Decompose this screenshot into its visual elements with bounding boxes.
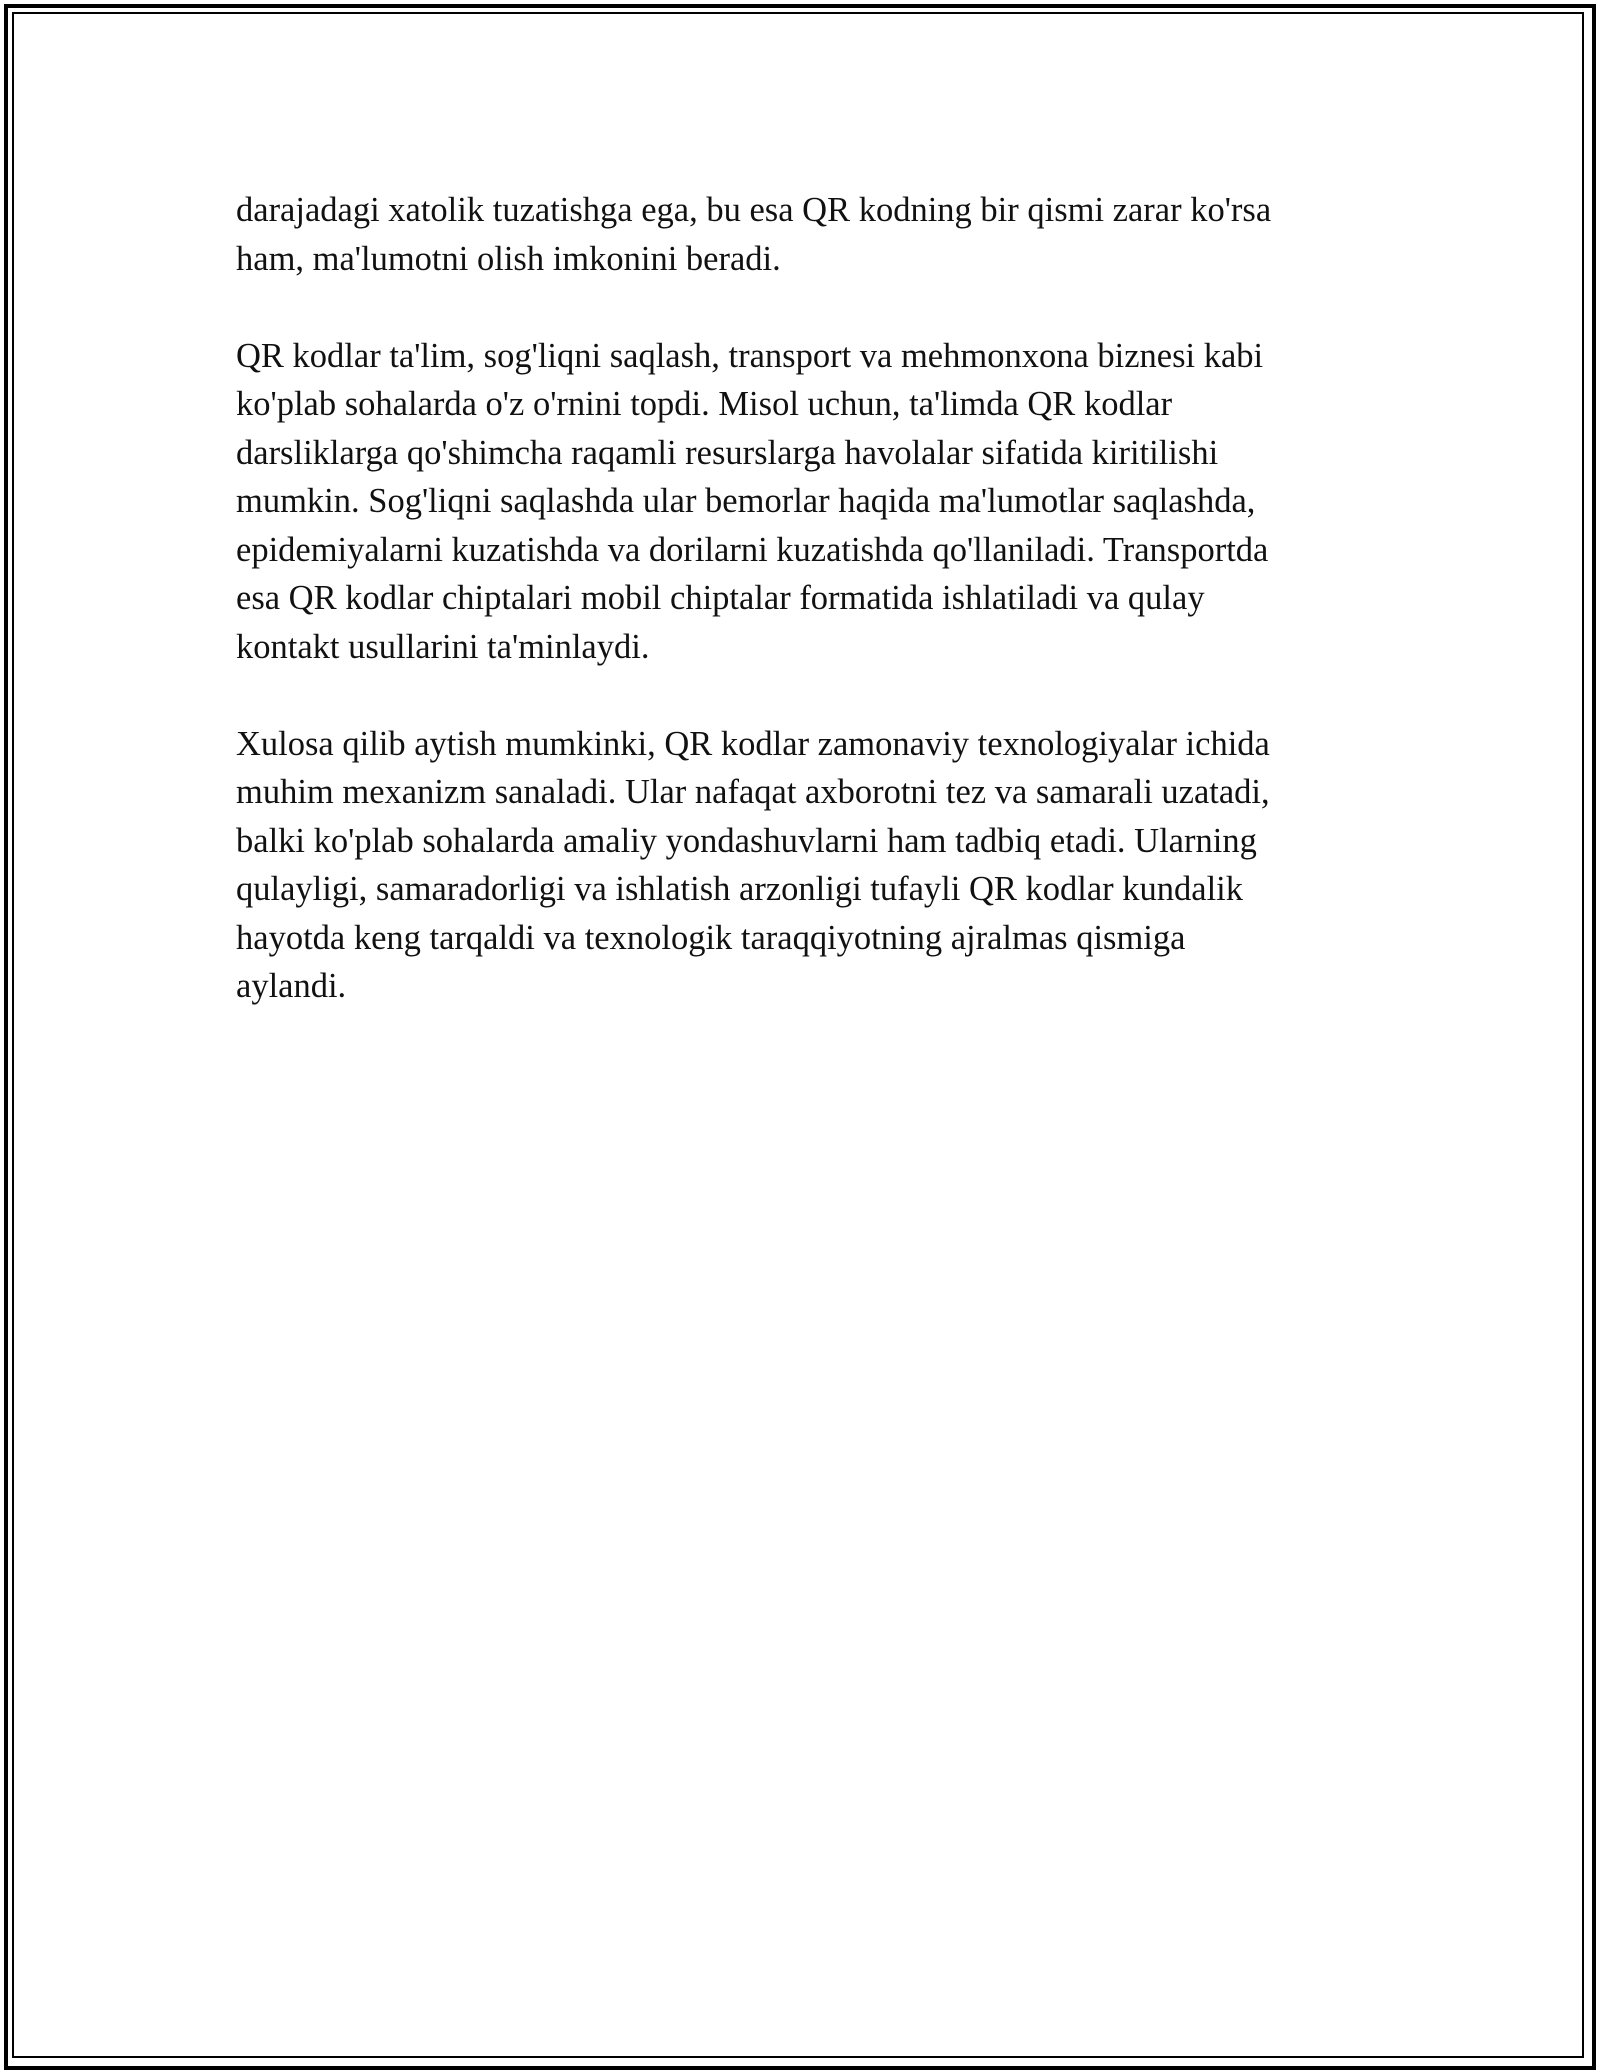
paragraph-applications: QR kodlar ta'lim, sog'liqni saqlash, transport va mehmonxona biznesi kabi ko'plab sohalarda o'z o'rnini topdi. Misol uchun, ta'limda QR kodlar darsliklarga qo'shimcha raqamli resurslarga havolalar sifatida kiritilishi mumkin. Sog'liqni saqlashda ular bemorlar haqida ma'lumotlar saqlashda, epidemiyalarni kuzatishda va dorilarni kuzatishda qo'llaniladi. Transportda esa QR kodlar chiptalari mobil chiptalar formatida ishlatiladi va qulay kontakt usullarini ta'minlaydi. bbox=[236, 336, 1269, 666]
paragraph-error-correction: darajadagi xatolik tuzatishga ega, bu esa QR kodning bir qismi zarar ko'rsa ham, ma'lumotni olish imkonini beradi. bbox=[236, 191, 1272, 278]
document-body bbox=[236, 186, 1366, 1059]
paragraph-conclusion: Xulosa qilib aytish mumkinki, QR kodlar zamonaviy texnologiyalar ichida muhim mexanizm sanaladi. Ular nafaqat axborotni tez va samarali uzatadi, balki ko'plab sohalarda amaliy yondashuvlarni ham tadbiq etadi. Ularning qulayligi, samaradorligi va ishlatish arzonligi tufayli QR kodlar kundalik hayotda keng tarqaldi va texnologik taraqqiyotning ajralmas qismiga aylandi. bbox=[236, 724, 1270, 1005]
